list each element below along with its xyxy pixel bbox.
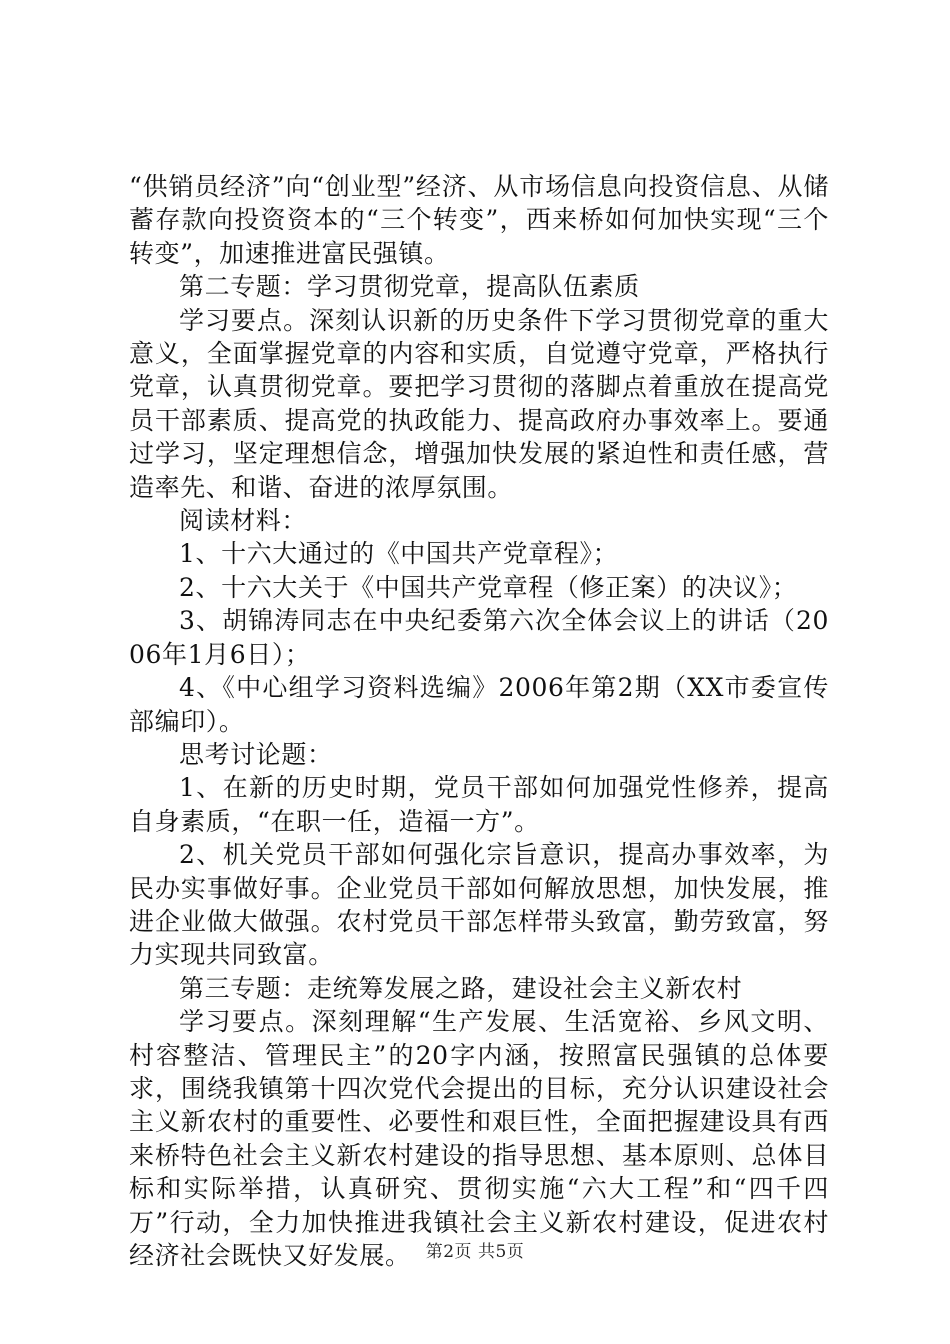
discussion-heading: 思考讨论题： — [179, 739, 333, 769]
section-heading-2: 第二专题：学习贯彻党章，提高队伍素质 — [179, 272, 640, 302]
reading-materials-heading: 阅读材料： — [179, 506, 308, 536]
reading-item-1: 1、十六大通过的《中国共产党章程》； — [179, 539, 619, 569]
page-footer: 第2页 共5页 — [425, 1242, 525, 1262]
paragraph-continuation: “供销员经济”向“创业型”经济、从市场信息向投资信息、从储蓄存款向投资资本的“三个转变”，西来桥如何加快实现“三个转变”，加速推进富民强镇。 — [129, 172, 829, 268]
document-body — [129, 170, 829, 1272]
section-heading-3: 第三专题：走统筹发展之路，建设社会主义新农村 — [179, 973, 743, 1003]
reading-item-2: 2、十六大关于《中国共产党章程（修正案）的决议》； — [179, 572, 798, 602]
study-points-2: 学习要点。深刻认识新的历史条件下学习贯彻党章的重大意义，全面掌握党章的内容和实质，自觉遵守党章，严格执行党章，认真贯彻党章。要把学习贯彻的落脚点着重放在提高党员干部素质、提高党的执政能力、提高政府办事效率上。要通过学习，坚定理想信念，增强加快发展的紧迫性和责任感，营造率先、和谐、奋进的浓厚氛围。 — [129, 305, 829, 502]
reading-item-3: 3、胡锦涛同志在中央纪委第六次全体会议上的讲话（2006年1月6日）； — [129, 606, 829, 669]
discussion-item-1: 1、在新的历史时期，党员干部如何加强党性修养，提高自身素质，“在职一任，造福一方”。 — [129, 773, 829, 836]
reading-item-4: 4、《中心组学习资料选编》2006年第2期（XX市委宣传部编印）。 — [129, 673, 829, 736]
discussion-item-2: 2、机关党员干部如何强化宗旨意识，提高办事效率，为民办实事做好事。企业党员干部如何解放思想，加快发展，推进企业做大做强。农村党员干部怎样带头致富，勤劳致富，努力实现共同致富。 — [129, 840, 829, 970]
study-points-3: 学习要点。深刻理解“生产发展、生活宽裕、乡风文明、村容整洁、管理民主”的20字内涵，按照富民强镇的总体要求，围绕我镇第十四次党代会提出的目标，充分认识建设社会主义新农村的重要性、必要性和艰巨性，全面把握建设具有西来桥特色社会主义新农村建设的指导思想、基本原则、总体目标和实际举措，认真研究、贯彻实施“六大工程”和“四千四万”行动，全力加快推进我镇社会主义新农村建设，促进农村经济社会既快又好发展。 — [129, 1007, 829, 1270]
